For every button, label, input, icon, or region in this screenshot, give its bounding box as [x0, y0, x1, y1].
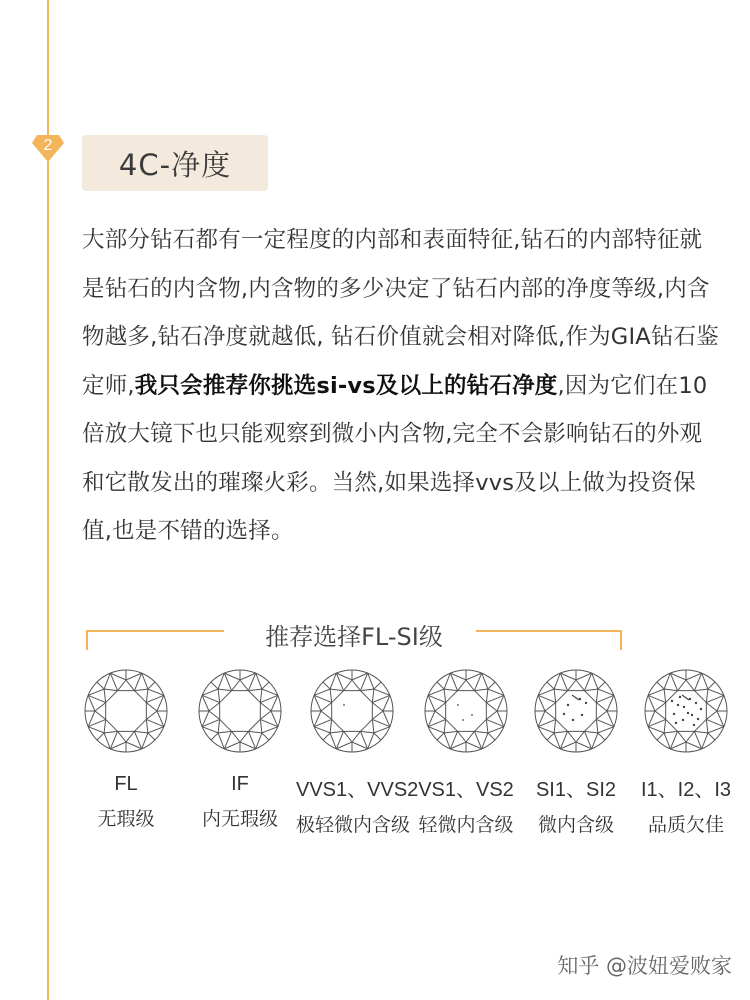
grade-name: 轻微内含级 — [418, 814, 514, 836]
inclusion-mark — [581, 714, 583, 716]
recommendation-header — [86, 612, 622, 652]
body-text-part: ,因为它们在10倍放大镜下也只能观察到微小内含物,完全不会影响钻石的外观和它散发出的璀璨火彩。当然,如果选择vvs及以上做为投资保值,也是不错的选择。 — [82, 372, 708, 544]
diamond-included-icon — [643, 668, 729, 754]
grade-code: VS1、VS2 — [418, 779, 514, 801]
grade-name: 微内含级 — [537, 814, 614, 836]
inclusion-mark — [697, 718, 699, 720]
body-paragraph — [82, 216, 722, 556]
grade-item — [520, 668, 632, 837]
inclusion-mark — [563, 713, 565, 715]
inclusion-mark — [572, 695, 579, 700]
inclusion-mark — [471, 714, 473, 716]
inclusion-mark — [579, 698, 581, 700]
inclusion-mark — [343, 704, 345, 706]
section-title: 4C-净度 — [118, 147, 232, 182]
grade-name: 无瑕级 — [97, 808, 155, 830]
inclusion-mark — [679, 696, 681, 698]
section-heading — [82, 135, 268, 191]
inclusion-mark — [691, 714, 693, 716]
grade-name: 内无瑕级 — [201, 808, 278, 830]
inclusion-mark — [682, 695, 689, 700]
diamond-vs-icon — [423, 668, 509, 754]
inclusion-mark — [462, 719, 464, 721]
recommendation-title: 推荐选择FL-SI级 — [265, 623, 443, 651]
grade-code: FL — [114, 773, 138, 795]
grade-item — [296, 668, 419, 837]
clarity-grade-row — [70, 668, 750, 838]
diamond-internally-flawless-icon — [197, 668, 283, 754]
diamond-si-icon — [533, 668, 619, 754]
inclusion-mark — [695, 702, 697, 704]
grade-name: 品质欠佳 — [647, 814, 724, 836]
grade-code: IF — [231, 773, 249, 795]
inclusion-mark — [675, 722, 677, 724]
grade-code: SI1、SI2 — [535, 779, 617, 801]
inclusion-mark — [572, 719, 574, 721]
inclusion-mark — [693, 724, 695, 726]
grade-name: 极轻微内含级 — [296, 814, 411, 836]
inclusion-mark — [689, 698, 691, 700]
grade-code: I1、I2、I3 — [640, 779, 732, 801]
grade-code: VVS1、VVS2 — [296, 779, 419, 801]
inclusion-mark — [671, 700, 673, 702]
inclusion-mark — [682, 719, 684, 721]
grade-item — [630, 668, 742, 837]
inclusion-mark — [683, 706, 685, 708]
inclusion-mark — [673, 713, 675, 715]
diamond-vvs-icon — [309, 668, 395, 754]
inclusion-mark — [567, 704, 569, 706]
diamond-flawless-icon — [83, 668, 169, 754]
step-badge — [31, 133, 65, 163]
grade-item — [184, 668, 296, 831]
inclusion-mark — [700, 708, 702, 710]
inclusion-mark — [457, 704, 459, 706]
grade-item — [410, 668, 522, 837]
body-text-emphasis: 我只会推荐你挑选si-vs及以上的钻石净度 — [134, 372, 558, 399]
watermark: 知乎 @波妞爱败家 — [557, 954, 732, 978]
inclusion-mark — [677, 704, 679, 706]
inclusion-mark — [585, 702, 587, 704]
step-number: 2 — [43, 137, 53, 154]
grade-item — [70, 668, 182, 831]
body-text-part: 大部分钻石都有一定程度的内部和表面特征,钻石的内部特征就是钻石的内含物,内含物的多少决定了钻石内部的净度等级,内含物越多,钻石净度就越低, 钻石价值就会相对降低,作为GIA钻石鉴定师, — [82, 227, 719, 399]
inclusion-mark — [687, 712, 689, 714]
